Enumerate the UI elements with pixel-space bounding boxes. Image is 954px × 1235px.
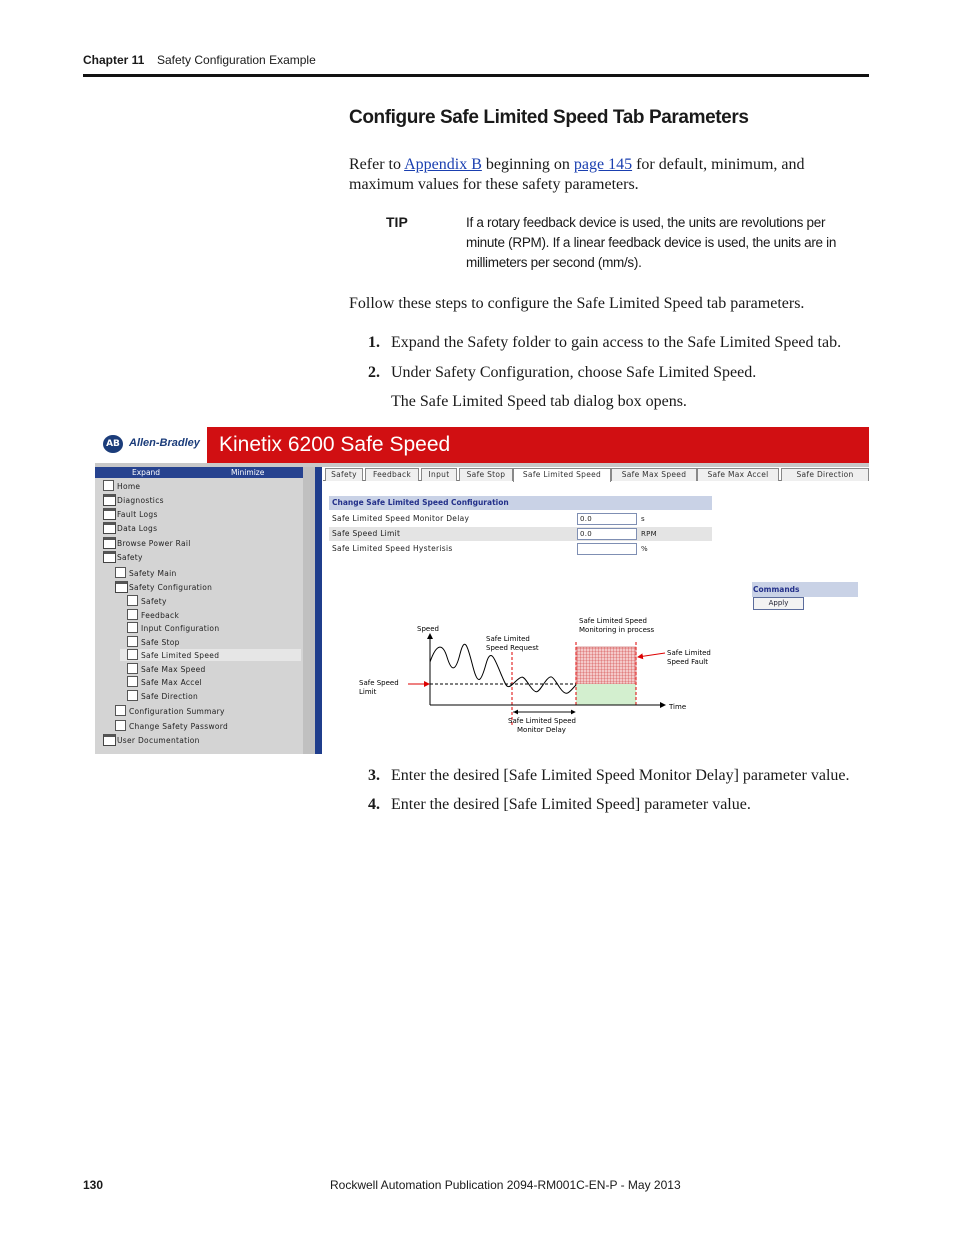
safe-limited-speed-diagram	[355, 612, 715, 742]
monitor-delay-input[interactable]: 0.0	[577, 513, 637, 525]
tree-item-data-logs[interactable]: Data Logs	[117, 524, 158, 533]
fault-pointer	[638, 653, 665, 657]
folder-icon	[103, 551, 116, 563]
page-icon	[127, 622, 138, 633]
delay-label-1: Safe Limited Speed	[508, 717, 577, 725]
section-title: Configure Safe Limited Speed Tab Parameters	[349, 107, 749, 128]
tree-item-input-configuration[interactable]: Input Configuration	[141, 624, 220, 633]
pane-splitter[interactable]	[303, 467, 315, 754]
fault-label-1: Safe Limited	[667, 649, 711, 657]
tree-item-safety[interactable]: Safety	[141, 597, 167, 606]
hysteresis-unit: %	[641, 545, 648, 553]
header-rule	[83, 74, 869, 77]
tree-item-safe-direction[interactable]: Safe Direction	[141, 692, 199, 701]
step-4-text: Enter the desired [Safe Limited Speed] parameter value.	[391, 796, 751, 813]
tip-label: TIP	[386, 214, 408, 230]
row-monitor-delay	[329, 512, 712, 526]
monitoring-label-2: Monitoring in process	[579, 626, 655, 634]
delay-label-2: Monitor Delay	[517, 726, 566, 734]
fault-region	[576, 647, 636, 684]
step-2-result: The Safe Limited Speed tab dialog box opens.	[391, 393, 687, 410]
step-2-number: 2.	[368, 364, 380, 381]
intro-paragraph	[349, 155, 849, 195]
safe-speed-limit-unit: RPM	[641, 530, 658, 538]
page-icon	[115, 705, 126, 716]
pane-divider-bar	[315, 467, 322, 754]
intro-text-c: for default, minimum, and	[632, 156, 805, 173]
nav-toolbar	[95, 467, 303, 478]
folder-icon	[103, 522, 116, 534]
page-icon	[127, 649, 138, 660]
publication-info: Rockwell Automation Publication 2094-RM001C-EN-P - May 2013	[330, 1178, 681, 1192]
speed-axis-label: Speed	[417, 625, 439, 633]
tree-item-user-documentation[interactable]: User Documentation	[117, 736, 200, 745]
apply-button[interactable]: Apply	[753, 597, 804, 610]
tree-item-safe-max-speed[interactable]: Safe Max Speed	[141, 665, 206, 674]
row-safe-speed-limit	[329, 527, 712, 541]
tree-item-browse-power-rail[interactable]: Browse Power Rail	[117, 539, 191, 548]
tree-item-safety-configuration[interactable]: Safety Configuration	[129, 583, 213, 592]
tree-item-safety-main[interactable]: Safety Main	[129, 569, 177, 578]
intro-text-b: beginning on	[481, 156, 574, 173]
step-3	[368, 767, 850, 785]
tab-safe-max-accel[interactable]: Safe Max Accel	[697, 468, 779, 481]
request-label-2: Speed Request	[486, 644, 539, 652]
ab-logo-mark: AB	[103, 435, 123, 453]
tree-item-safety[interactable]: Safety	[117, 553, 143, 562]
tree-item-diagnostics[interactable]: Diagnostics	[117, 496, 164, 505]
brand-name: Allen-Bradley	[129, 437, 200, 449]
monitoring-label-1: Safe Limited Speed	[579, 617, 648, 625]
request-label-1: Safe Limited	[486, 635, 530, 643]
page-icon	[127, 676, 138, 687]
step-1-text: Expand the Safety folder to gain access to the Safe Limited Speed tab.	[391, 334, 842, 351]
page-icon	[103, 480, 114, 491]
config-title: Change Safe Limited Speed Configuration	[329, 496, 712, 510]
folder-icon	[103, 537, 116, 549]
tab-strip	[323, 467, 869, 481]
chapter-title: Safety Configuration Example	[157, 53, 316, 67]
page-icon	[127, 663, 138, 674]
step-3-number: 3.	[368, 767, 380, 784]
minimize-button[interactable]: Minimize	[231, 468, 265, 477]
folder-icon	[103, 508, 116, 520]
page-icon	[115, 567, 126, 578]
tree-item-change-safety-password[interactable]: Change Safety Password	[129, 722, 229, 731]
page-icon	[127, 609, 138, 620]
tree-item-fault-logs[interactable]: Fault Logs	[117, 510, 158, 519]
intro-text-d: maximum values for these safety parameters.	[349, 176, 639, 193]
hysteresis-input[interactable]	[577, 543, 637, 555]
appendix-b-link[interactable]: Appendix B	[404, 156, 482, 173]
chapter-label: Chapter 11	[83, 53, 145, 67]
expand-button[interactable]: Expand	[132, 468, 161, 477]
intro-text-a: Refer to	[349, 156, 405, 173]
product-title: Kinetix 6200 Safe Speed	[219, 433, 451, 456]
monitoring-region	[576, 684, 636, 705]
tree-item-feedback[interactable]: Feedback	[141, 611, 180, 620]
page-icon	[127, 595, 138, 606]
safe-speed-limit-input[interactable]: 0.0	[577, 528, 637, 540]
time-axis-label: Time	[669, 703, 687, 711]
page-icon	[127, 690, 138, 701]
folder-icon	[103, 734, 116, 746]
monitor-delay-label: Safe Limited Speed Monitor Delay	[332, 514, 470, 523]
folder-icon	[115, 581, 128, 593]
navigation-pane	[95, 467, 303, 754]
tree-item-safe-limited-speed[interactable]: Safe Limited Speed	[141, 651, 220, 660]
safe-speed-screenshot	[95, 427, 869, 754]
step-2-text: Under Safety Configuration, choose Safe Limited Speed.	[391, 364, 757, 381]
tree-item-safe-max-accel[interactable]: Safe Max Accel	[141, 678, 203, 687]
product-banner	[95, 427, 869, 463]
step-3-text: Enter the desired [Safe Limited Speed Monitor Delay] parameter value.	[391, 767, 850, 784]
tree-item-configuration-summary[interactable]: Configuration Summary	[129, 707, 225, 716]
tip-text: If a rotary feedback device is used, the units are revolutions per minute (RPM). If a linear feedback device is used, the units are in millimeters per second (mm/s).	[466, 215, 837, 270]
tab-input[interactable]: Input	[421, 468, 457, 481]
allen-bradley-logo	[95, 427, 207, 463]
safe-speed-limit-label: Safe Speed Limit	[332, 529, 401, 538]
follow-text: Follow these steps to configure the Safe Limited Speed tab parameters.	[349, 295, 805, 312]
limit-label-2: Limit	[359, 688, 377, 696]
page-icon	[127, 636, 138, 647]
commands-header: Commands	[752, 582, 858, 597]
tree-item-safe-stop[interactable]: Safe Stop	[141, 638, 180, 647]
tree-item-home[interactable]: Home	[117, 482, 141, 491]
step-4	[368, 796, 751, 814]
fault-label-2: Speed Fault	[667, 658, 708, 666]
tab-safe-stop[interactable]: Safe Stop	[459, 468, 513, 481]
page-145-link[interactable]: page 145	[573, 156, 633, 173]
step-4-number: 4.	[368, 796, 380, 813]
page-number: 130	[83, 1178, 104, 1192]
monitor-delay-unit: s	[641, 515, 645, 523]
step-1	[368, 334, 842, 352]
hysteresis-label: Safe Limited Speed Hysterisis	[332, 544, 453, 553]
tab-feedback[interactable]: Feedback	[365, 468, 419, 481]
step-2	[368, 364, 757, 382]
step-1-number: 1.	[368, 334, 380, 351]
tab-safe-max-speed[interactable]: Safe Max Speed	[611, 468, 697, 481]
page-icon	[115, 720, 126, 731]
tab-safe-limited-speed[interactable]: Safe Limited Speed	[513, 468, 611, 482]
tab-safety[interactable]: Safety	[325, 468, 363, 481]
folder-icon	[103, 494, 116, 506]
limit-label-1: Safe Speed	[359, 679, 399, 687]
row-hysteresis	[329, 542, 712, 556]
tab-safe-direction[interactable]: Safe Direction	[781, 468, 869, 481]
